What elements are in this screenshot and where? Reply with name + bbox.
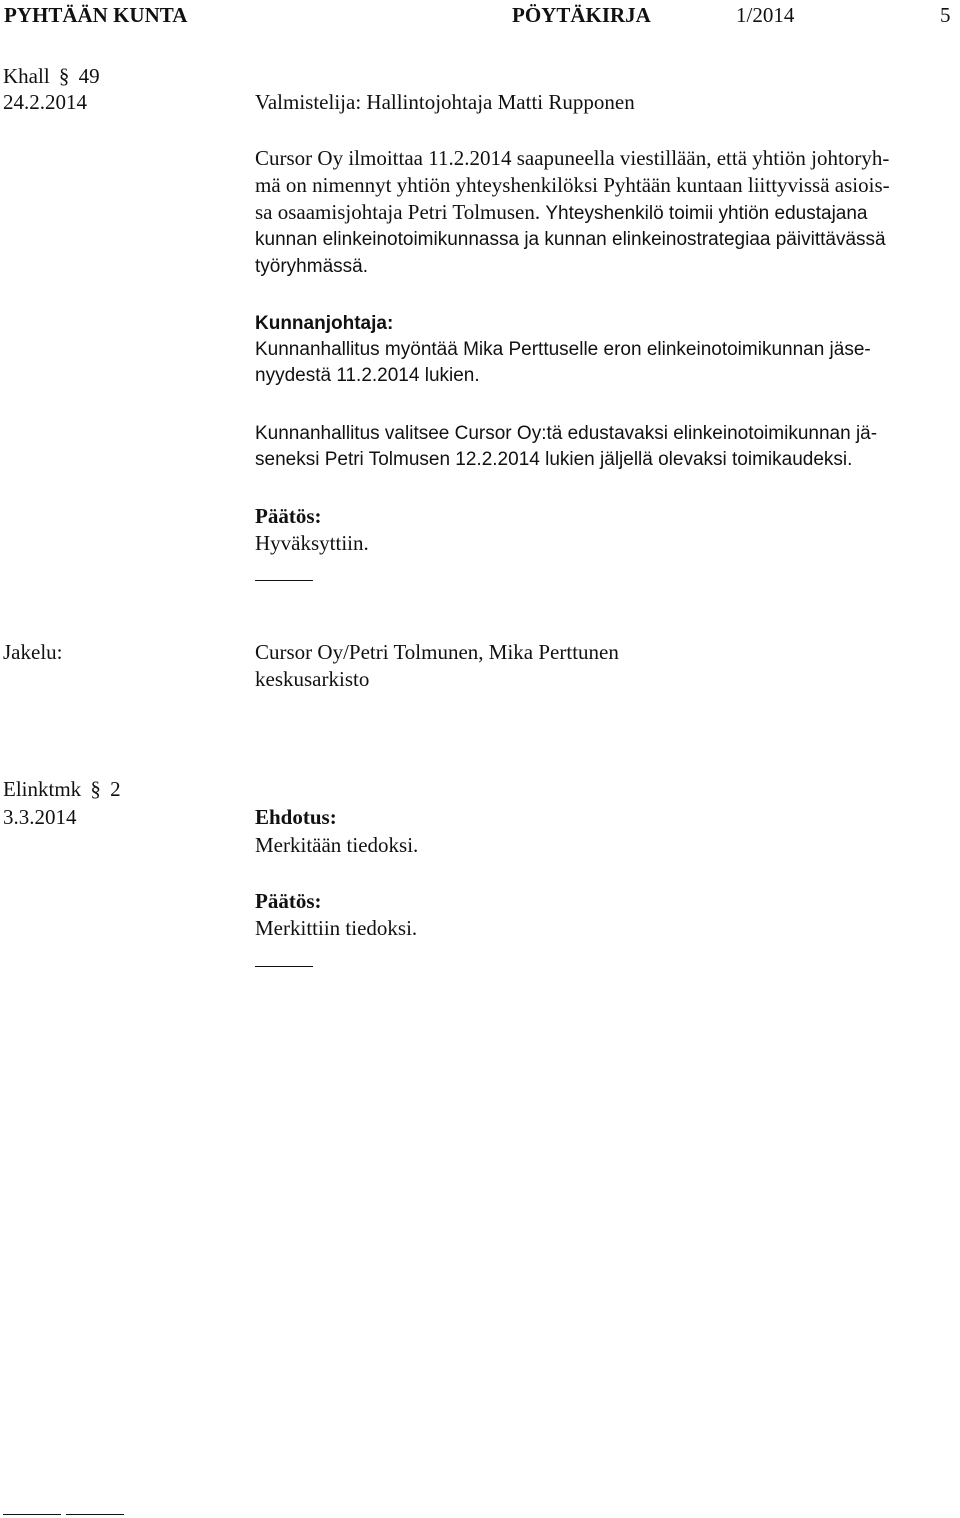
body-line-4: kunnan elinkeinotoimikunnassa ja kunnan elinkeinostrategiaa päivittävässä	[255, 229, 886, 250]
section2-end-rule	[255, 966, 313, 967]
section2-paragraph-mark: §	[90, 777, 101, 801]
section-number: 49	[78, 64, 100, 88]
body-line-3-sans: Yhteyshenkilö toimii yhtiön edustajana	[545, 203, 868, 224]
body-line-3	[255, 199, 868, 227]
preparer-line: Valmistelija: Hallintojohtaja Matti Rupponen	[255, 90, 635, 114]
proposal-p2-line-2: seneksi Petri Tolmusen 12.2.2014 lukien jäljellä olevaksi toimikaudeksi.	[255, 449, 853, 470]
proposal-label: Kunnanjohtaja:	[255, 313, 394, 334]
paragraph-mark: §	[58, 64, 70, 88]
section2-proposal-label: Ehdotus:	[255, 805, 337, 829]
page-number: 5	[940, 3, 951, 27]
body-line-2: mä on nimennyt yhtiön yhteyshenkilöksi Pyhtään kuntaan liittyvissä asiois-	[255, 173, 890, 197]
section2-number: 2	[110, 777, 121, 801]
section2-proposal-text: Merkitään tiedoksi.	[255, 833, 419, 857]
body-line-1: Cursor Oy ilmoittaa 11.2.2014 saapuneella viestillään, että yhtiön johtoryh-	[255, 146, 890, 170]
section-end-rule	[255, 580, 313, 581]
section2-decision-text: Merkittiin tiedoksi.	[255, 916, 418, 940]
distribution-label: Jakelu:	[3, 640, 63, 664]
section-heading	[3, 63, 100, 90]
signature-line-1	[3, 1514, 61, 1515]
proposal-p1-line-1: Kunnanhallitus myöntää Mika Perttuselle eron elinkeinotoimikunnan jäse-	[255, 339, 871, 360]
municipality-title: PYHTÄÄN KUNTA	[4, 3, 188, 27]
section2-decision-label: Päätös:	[255, 889, 322, 913]
document-type: PÖYTÄKIRJA	[512, 3, 651, 27]
proposal-p1-line-2: nyydestä 11.2.2014 lukien.	[255, 365, 480, 386]
signature-line-2	[66, 1514, 124, 1515]
section-date: 24.2.2014	[3, 90, 87, 114]
document-number: 1/2014	[736, 3, 795, 27]
section2-body: Elinktmk	[3, 777, 82, 801]
body-line-3-serif: sa osaamisjohtaja Petri Tolmusen.	[255, 200, 541, 224]
section2-date: 3.3.2014	[3, 805, 77, 829]
proposal-p2-line-1: Kunnanhallitus valitsee Cursor Oy:tä edustavaksi elinkeinotoimikunnan jä-	[255, 423, 878, 444]
section-body: Khall	[3, 64, 50, 88]
distribution-recipient-2: keskusarkisto	[255, 667, 370, 691]
distribution-recipient-1: Cursor Oy/Petri Tolmunen, Mika Perttunen	[255, 640, 619, 664]
body-line-5: työryhmässä.	[255, 256, 368, 277]
decision-label: Päätös:	[255, 504, 322, 528]
section2-heading	[3, 776, 121, 803]
decision-text: Hyväksyttiin.	[255, 531, 369, 555]
